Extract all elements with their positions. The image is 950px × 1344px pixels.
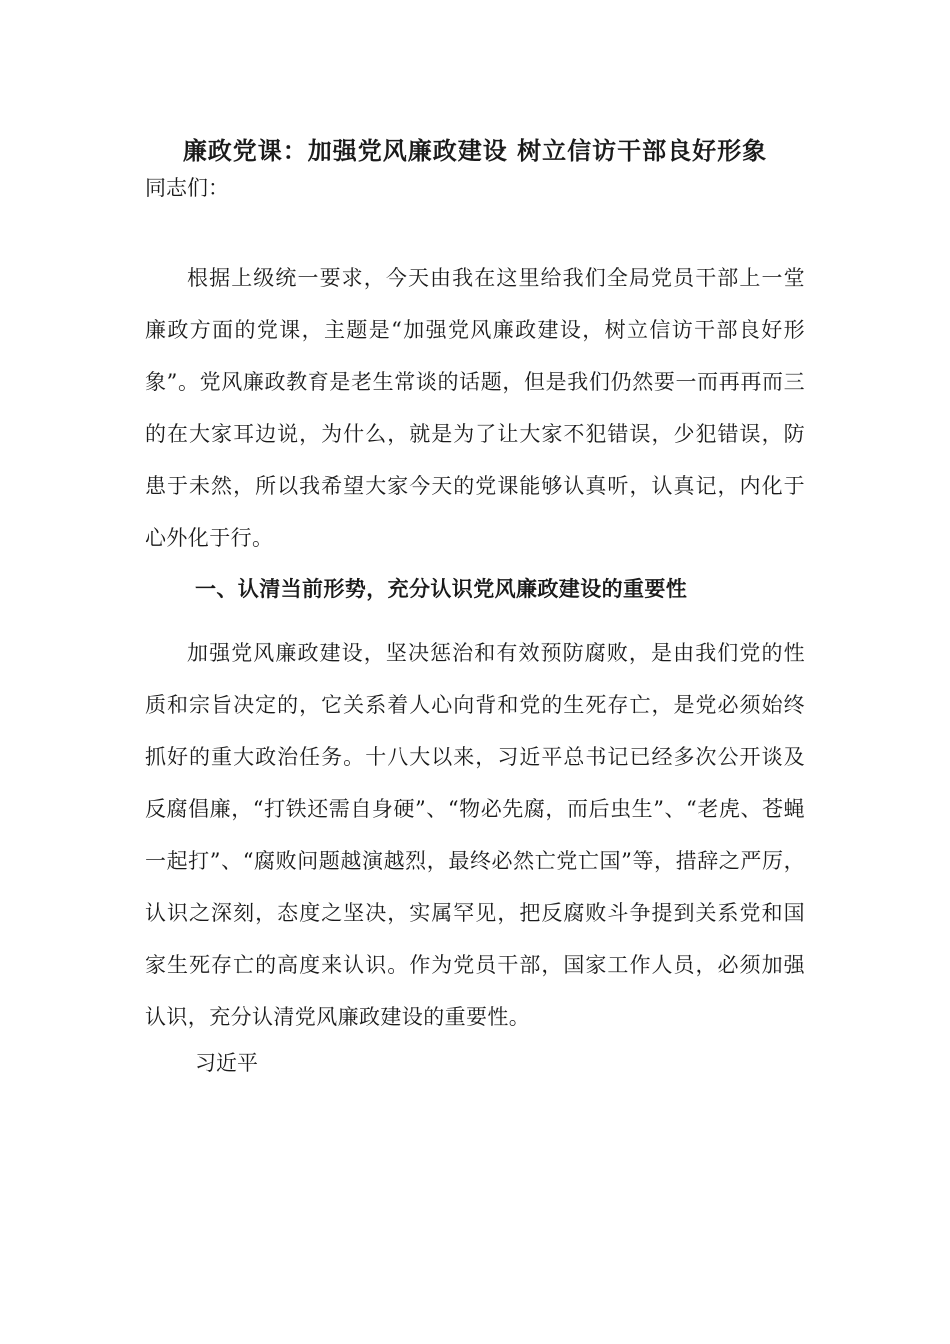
- greeting: 同志们：: [145, 176, 229, 200]
- document-title: 廉政党课：加强党风廉政建设 树立信访干部良好形象: [182, 136, 768, 165]
- signature: 习近平: [195, 1051, 258, 1075]
- paragraph-intro: 根据上级统一要求，今天由我在这里给我们全局党员干部上一堂廉政方面的党课，主题是“加强党风廉政建设，树立信访干部良好形象”。党风廉政教育是老生常谈的话题，但是我们仍然要一而再再而三的在大家耳边说，为什么，就是为了让大家不犯错误，少犯错误，防患于未然，所以我希望大家今天的党课能够认真听，认真记，内化于心外化于行。: [145, 266, 805, 550]
- paragraph-section-1: 加强党风廉政建设，坚决惩治和有效预防腐败，是由我们党的性质和宗旨决定的，它关系着人心向背和党的生死存亡，是党必须始终抓好的重大政治任务。十八大以来，习近平总书记已经多次公开谈及反腐倡廉，“打铁还需自身硬”、“物必先腐，而后虫生”、“老虎、苍蝇一起打”、“腐败问题越演越烈，最终必然亡党亡国”等，措辞之严厉，认识之深刻，态度之坚决，实属罕见，把反腐败斗争提到关系党和国家生死存亡的高度来认识。作为党员干部，国家工作人员，必须加强认识，充分认清党风廉政建设的重要性。: [145, 641, 805, 1029]
- section-heading-1: 一、认清当前形势，充分认识党风廉政建设的重要性: [195, 576, 688, 601]
